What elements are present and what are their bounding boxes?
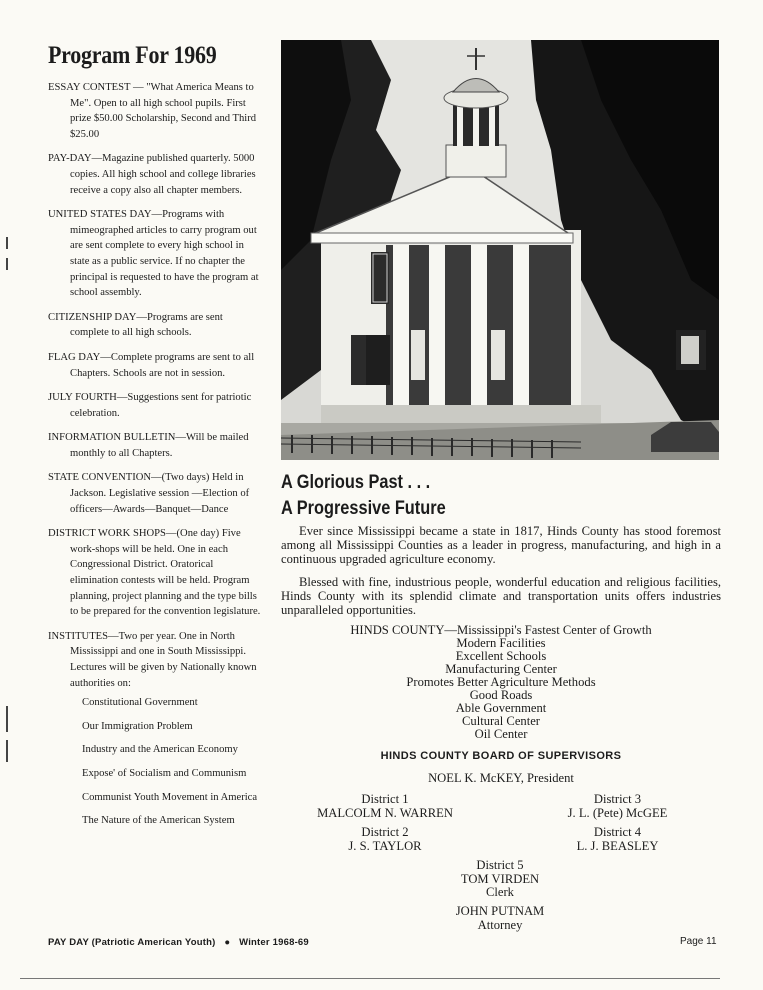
district-label: District 2 bbox=[361, 825, 409, 839]
hinds-item: Promotes Better Agriculture Methods bbox=[406, 675, 596, 689]
footer bbox=[48, 937, 309, 948]
district-name: J. S. TAYLOR bbox=[348, 838, 422, 853]
district-5 bbox=[420, 859, 580, 900]
program-item: STATE CONVENTION—(Two days) Held in Jackson. Legislative session —Election of officers—Awards—Banquet—Dance bbox=[48, 472, 250, 515]
program-column bbox=[48, 42, 262, 837]
hinds-list bbox=[281, 624, 721, 741]
district-2 bbox=[300, 826, 470, 853]
hinds-item: Manufacturing Center bbox=[445, 662, 557, 676]
board-president: NOEL K. McKEY, President bbox=[428, 771, 574, 785]
institute-topic: Industry and the American Economy bbox=[82, 744, 238, 756]
headline-line-1: A Glorious Past . . . bbox=[281, 472, 431, 493]
paragraph: Ever since Mississippi became a state in 1817, Hinds County has stood foremost among all Mississippi Counties as a leader in progress, manufacturing, and high in a continuous upgraded agriculture economy. bbox=[281, 524, 721, 567]
district-label: District 3 bbox=[593, 792, 642, 806]
scan-mark bbox=[6, 706, 8, 732]
district-3 bbox=[540, 793, 695, 820]
district-1 bbox=[300, 793, 470, 820]
hinds-item: Oil Center bbox=[474, 727, 528, 741]
headline-line-2: A Progressive Future bbox=[281, 498, 446, 519]
district-label: District 1 bbox=[361, 792, 409, 806]
district-name: MALCOLM N. WARREN bbox=[317, 805, 453, 820]
scan-mark bbox=[6, 258, 8, 270]
institute-topic: Our Immigration Problem bbox=[82, 720, 193, 732]
board-heading: HINDS COUNTY BOARD OF SUPERVISORS bbox=[380, 750, 622, 762]
footer-issue: Winter 1968-69 bbox=[239, 937, 309, 948]
program-title: Program For 1969 bbox=[48, 42, 217, 69]
program-item: PAY-DAY—Magazine published quarterly. 5000 copies. All high school and college libraries receive a copy also all chapter members. bbox=[48, 153, 256, 196]
article-body bbox=[281, 524, 721, 625]
district-name: J. L. (Pete) McGEE bbox=[567, 805, 668, 820]
institute-topic: Constitutional Government bbox=[82, 697, 198, 709]
institute-topic: Communist Youth Movement in America bbox=[82, 791, 258, 803]
hinds-item: Cultural Center bbox=[462, 714, 540, 728]
hinds-item: Modern Facilities bbox=[456, 636, 546, 650]
hinds-heading: HINDS COUNTY—Mississippi's Fastest Center of Growth bbox=[350, 623, 652, 637]
attorney-label: Attorney bbox=[477, 917, 523, 932]
attorney-name: JOHN PUTNAM bbox=[455, 904, 545, 918]
bullet-icon: ● bbox=[224, 937, 231, 948]
program-item: UNITED STATES DAY—Programs with mimeographed articles to carry program out are sent complete to every high school in state as a public service. If no chapter the principal is requested to have the program at school assembly. bbox=[48, 209, 259, 299]
program-item: INFORMATION BULLETIN—Will be mailed monthly to all Chapters. bbox=[48, 432, 249, 459]
program-item: FLAG DAY—Complete programs are sent to all Chapters. Schools are not in session. bbox=[48, 351, 255, 379]
hinds-item: Good Roads bbox=[469, 688, 533, 702]
hinds-item: Able Government bbox=[455, 701, 547, 715]
hinds-item: Excellent Schools bbox=[455, 649, 547, 663]
bottom-rule bbox=[20, 978, 720, 979]
district-label: District 4 bbox=[593, 825, 642, 839]
institute-topic: The Nature of the American System bbox=[82, 815, 235, 827]
scan-mark bbox=[6, 237, 8, 249]
program-item: JULY FOURTH—Suggestions sent for patriotic celebration. bbox=[48, 392, 252, 419]
program-item: DISTRICT WORK SHOPS—(One day) Five work-shops will be held. One in each Congressional District. Oratorical elimination contests will be held. Program planning, project planning and the type bills to be prepared for the convention legislature. bbox=[48, 528, 261, 618]
attorney bbox=[420, 905, 580, 932]
district-4 bbox=[540, 826, 695, 853]
paragraph: Blessed with fine, industrious people, wonderful education and religious facilities, Hinds County with its splendid climate and transportation units offers industries unparalleled opportunities. bbox=[281, 574, 721, 618]
district-name: L. J. BEASLEY bbox=[576, 838, 659, 853]
page-number: Page 11 bbox=[680, 936, 717, 947]
clerk-label: Clerk bbox=[486, 885, 514, 899]
program-item: CITIZENSHIP DAY—Programs are sent complete to all high schools. bbox=[48, 311, 223, 339]
program-item: INSTITUTES—Two per year. One in North Mississippi and one in South Mississippi. Lectures will be given by Nationally known authorities on: bbox=[48, 630, 257, 689]
footer-publication: PAY DAY (Patriotic American Youth) bbox=[48, 937, 216, 948]
courthouse-photo bbox=[281, 40, 719, 460]
institute-topic: Expose' of Socialism and Communism bbox=[82, 767, 247, 779]
program-item: ESSAY CONTEST — "What America Means to Me". Open to all high school pupils. First prize $50.00 Scholarship, Second and Third $25.00 bbox=[48, 82, 257, 140]
scan-mark bbox=[6, 740, 8, 762]
district-label: District 5 bbox=[476, 858, 524, 872]
headline bbox=[281, 470, 446, 522]
district-name: TOM VIRDEN bbox=[460, 871, 540, 886]
